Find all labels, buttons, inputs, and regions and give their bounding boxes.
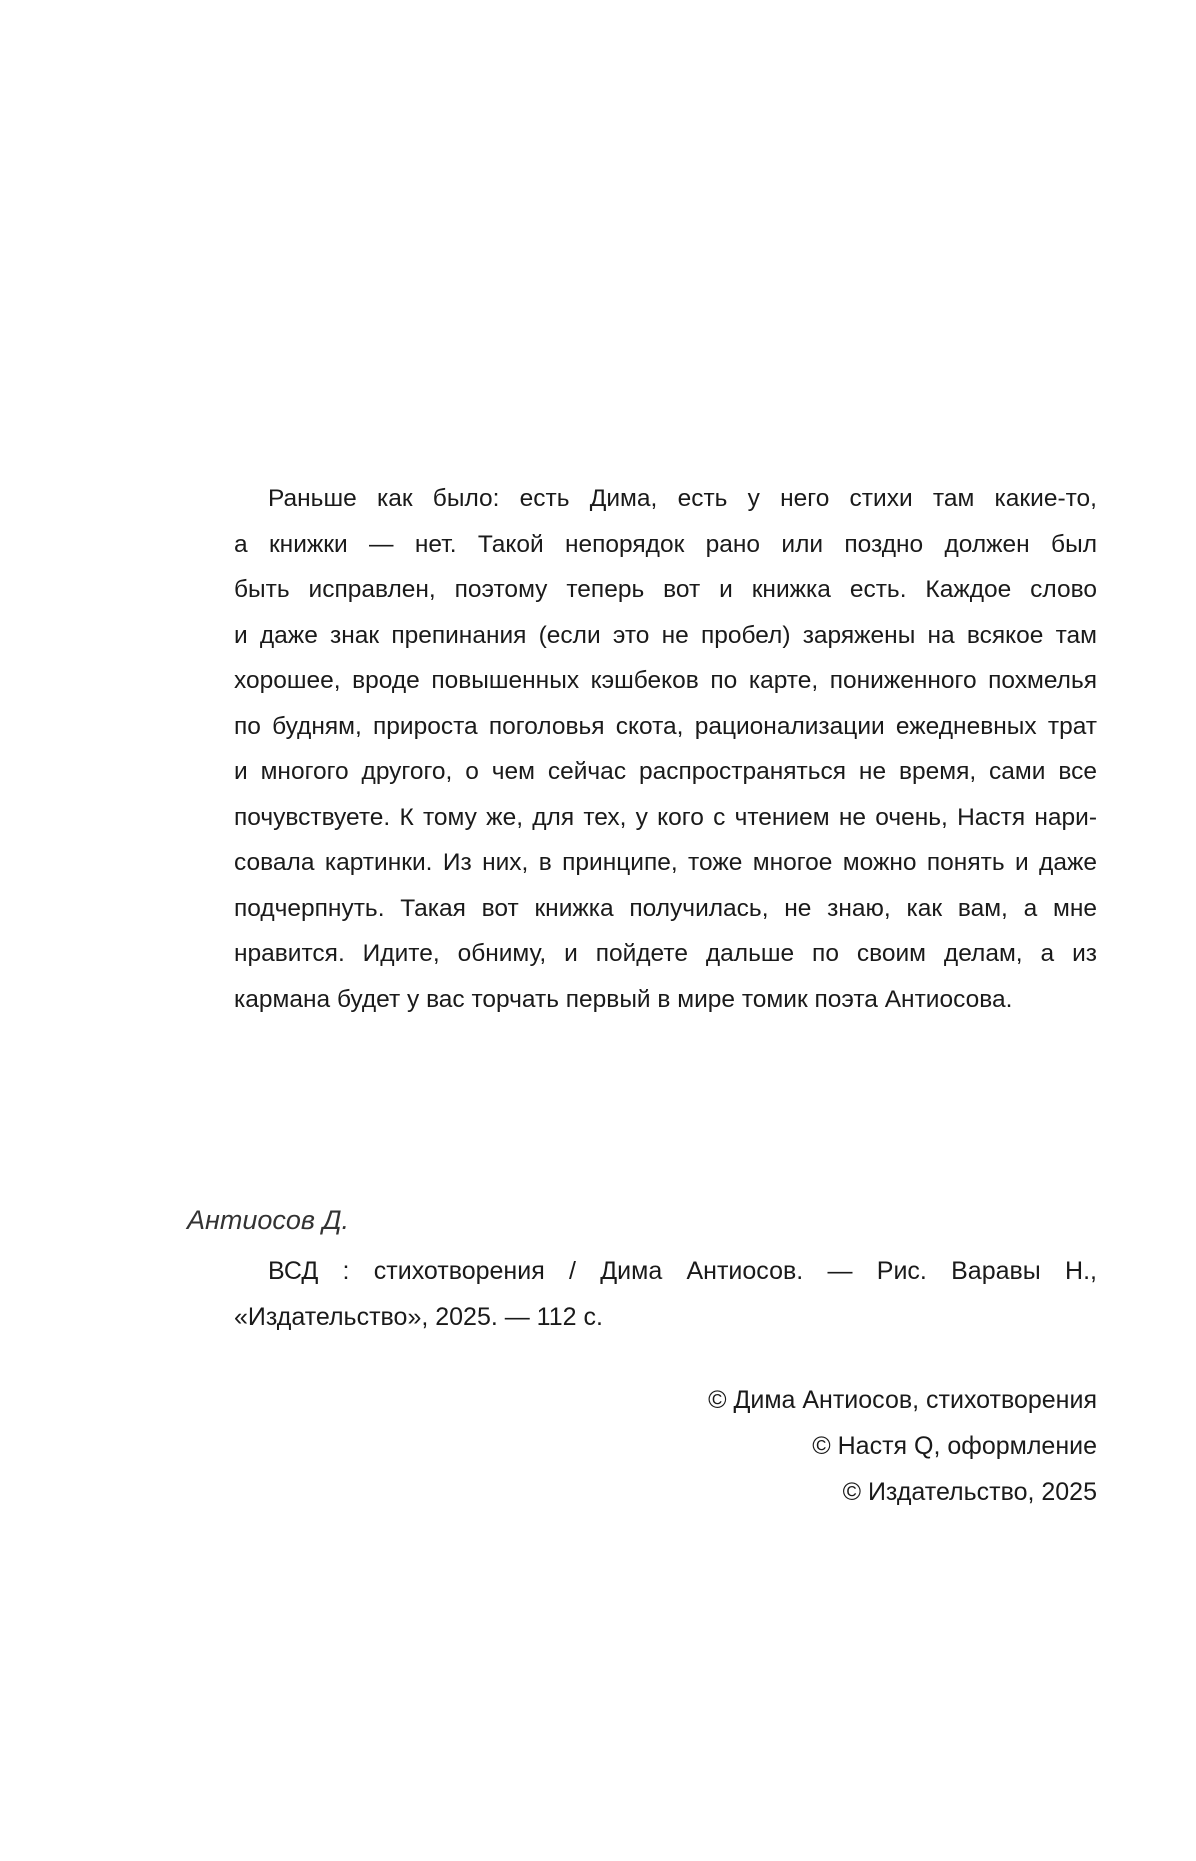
bibliographic-entry bbox=[234, 1248, 1097, 1340]
annotation-line: совала картинки. Из них, в принципе, тоже многое можно понять и даже bbox=[234, 849, 1097, 876]
copyright-line: © Дима Антиосов, стихотворения bbox=[708, 1386, 1097, 1414]
bibliographic-entry-line: ВСД : стихотворения / Дима Антиосов. — Рис. Варавы Н., bbox=[268, 1257, 1097, 1285]
copyright-line: © Настя Q, оформление bbox=[812, 1432, 1097, 1460]
bibliographic-entry-line: «Издательство», 2025. — 112 с. bbox=[234, 1303, 603, 1331]
annotation-line: а книжки — нет. Такой непорядок рано или поздно должен был bbox=[234, 530, 1097, 558]
annotation-line: быть исправлен, поэтому теперь вот и книжка есть. Каждое слово bbox=[234, 576, 1097, 603]
annotation-line: подчерпнуть. Такая вот книжка получилась, не знаю, как вам, а мне bbox=[234, 894, 1097, 922]
annotation-line: нравится. Идите, обниму, и пойдете дальше по своим делам, а из bbox=[234, 940, 1097, 967]
annotation-line: почувствуете. К тому же, для тех, у кого с чтением не очень, Настя нари- bbox=[234, 803, 1097, 831]
annotation-line: и даже знак препинания (если это не пробел) заряжены на всякое там bbox=[234, 621, 1097, 649]
copyright-line: © Издательство, 2025 bbox=[842, 1478, 1097, 1506]
annotation-paragraph bbox=[234, 476, 1097, 1022]
annotation-line: хорошее, вроде повышенных кэшбеков по карте, пониженного похмелья bbox=[234, 667, 1097, 694]
copyright-block bbox=[708, 1377, 1097, 1515]
annotation-line: Раньше как было: есть Дима, есть у него стихи там какие-то, bbox=[268, 485, 1097, 512]
bibliographic-author: Антиосов Д. bbox=[187, 1205, 350, 1235]
annotation-line: по будням, прироста поголовья скота, рационализации ежедневных трат bbox=[234, 712, 1097, 740]
annotation-line: кармана будет у вас торчать первый в мире томик поэта Антиосова. bbox=[234, 985, 1013, 1013]
annotation-line: и многого другого, о чем сейчас распространяться не время, сами все bbox=[234, 758, 1097, 785]
